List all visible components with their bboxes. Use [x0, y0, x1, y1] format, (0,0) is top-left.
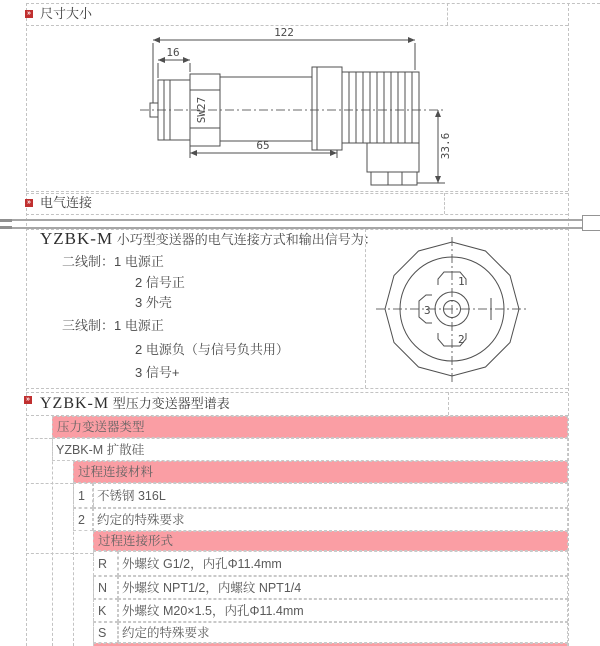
rule-left-handle — [0, 226, 12, 229]
section1-header-divider — [447, 3, 448, 25]
pin1-label: 1 — [458, 275, 465, 288]
table-gutter-line — [26, 483, 73, 484]
section2-cell-divider — [365, 229, 366, 388]
dim-connector-height: 33.6 — [439, 132, 452, 160]
model-name: YZBK-M — [40, 229, 114, 248]
section-anchor-icon: » — [24, 396, 32, 404]
wiring-intro: YZBK-M 小巧型变送器的电气连接方式和输出信号为： — [40, 229, 377, 248]
table-cell-code: S — [93, 622, 118, 643]
dim-thread-length: 16 — [166, 46, 180, 59]
section2-header-bottom — [26, 214, 568, 215]
table-cell-value: 约定的特殊要求 — [118, 622, 568, 643]
horizontal-rule — [0, 219, 582, 229]
wiring-line: 3 外壳 — [135, 295, 172, 310]
ribbed-section — [342, 72, 419, 143]
table-cell-code: 1 — [73, 483, 93, 508]
wrench-size-label: SW27 — [195, 96, 208, 124]
section2-content-bottom — [26, 388, 568, 389]
device-body — [220, 77, 312, 141]
dimension-drawing — [26, 25, 568, 191]
table-cell-code: 2 — [73, 508, 93, 531]
section2-header-top — [26, 193, 568, 194]
pin2-label: 2 — [458, 333, 465, 346]
table-gutter-line — [26, 553, 93, 554]
wiring-line: 三线制：1 电源正 — [62, 318, 164, 333]
table-row-category: 过程连接形式 — [93, 531, 568, 551]
section3-title: YZBK-M 型压力变送器型谱表 — [40, 395, 230, 412]
table-cell-code: N — [93, 576, 118, 599]
din-connector — [367, 143, 419, 172]
table-cell-value: 外螺纹 G1/2，内孔Φ11.4mm — [118, 551, 568, 576]
table-row-category: 过程连接材料 — [73, 461, 568, 483]
model-name: YZBK-M — [40, 395, 110, 412]
table-cell-value: 不锈钢 316L — [93, 483, 568, 508]
dim-body-length: 65 — [256, 139, 270, 152]
dim-total-length: 122 — [274, 26, 294, 39]
rule-right-handle — [582, 215, 600, 231]
section1-bottom-border — [26, 191, 568, 192]
wiring-line: 2 电源负（与信号负共用） — [135, 342, 289, 357]
table-row: YZBK-M 扩散硅 — [52, 438, 568, 461]
border-right — [568, 3, 569, 646]
connector-face-diagram — [376, 236, 528, 386]
section-anchor-icon: » — [25, 10, 33, 18]
table-cell-value: 外螺纹 M20×1.5，内孔Φ11.4mm — [118, 599, 568, 622]
rule-left-handle — [0, 219, 12, 222]
section1-title: 尺寸大小 — [40, 6, 93, 21]
table-cell-value: 约定的特殊要求 — [93, 508, 568, 531]
table-cell-code: R — [93, 551, 118, 576]
table-row-category: 压力变送器类型 — [52, 416, 568, 438]
table-cell-code: K — [93, 599, 118, 622]
table-cell-value: 外螺纹 NPT1/2，内螺纹 NPT1/4 — [118, 576, 568, 599]
table-gutter-line — [26, 438, 52, 439]
section2-title: 电气连接 — [40, 195, 93, 210]
border-top — [26, 3, 600, 4]
section2-header-divider — [444, 193, 445, 214]
section-anchor-icon: » — [25, 199, 33, 207]
wiring-line: 2 信号正 — [135, 275, 185, 290]
pin3-label: 3 — [424, 304, 431, 317]
wiring-line: 3 信号+ — [135, 365, 180, 380]
wiring-line: 二线制：1 电源正 — [62, 254, 164, 269]
section3-header-divider — [448, 392, 449, 415]
